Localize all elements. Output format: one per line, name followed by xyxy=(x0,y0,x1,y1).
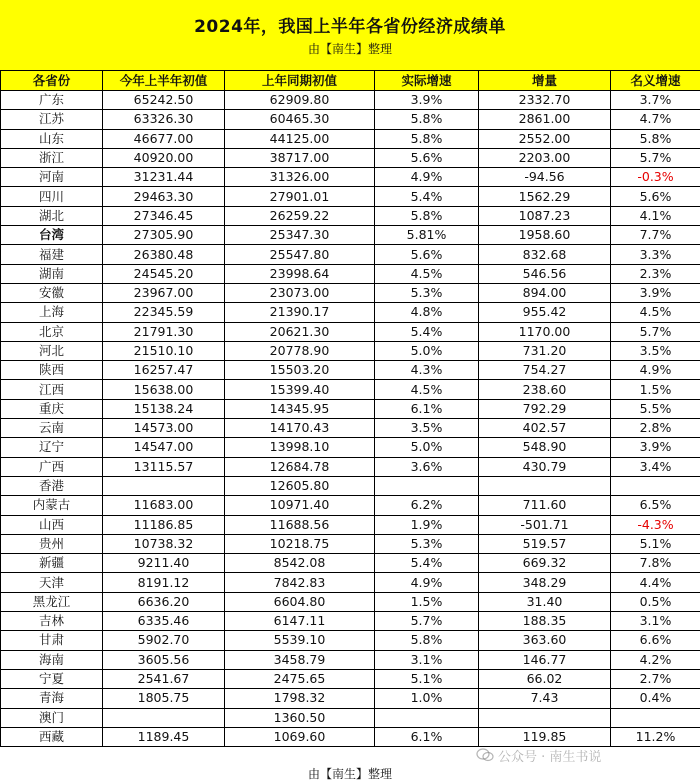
cell-real-growth: 5.0% xyxy=(375,438,479,457)
cell-current: 63326.30 xyxy=(103,110,225,129)
table-row xyxy=(1,91,700,110)
cell-increment: 2203.00 xyxy=(479,148,611,167)
cell-nominal-growth: 4.4% xyxy=(611,573,700,592)
cell-province: 浙江 xyxy=(1,148,103,167)
table-row xyxy=(1,168,700,187)
cell-real-growth xyxy=(375,476,479,495)
table-row xyxy=(1,708,700,727)
cell-increment: 955.42 xyxy=(479,303,611,322)
cell-previous: 23073.00 xyxy=(225,283,375,302)
table-row xyxy=(1,554,700,573)
cell-real-growth: 5.6% xyxy=(375,148,479,167)
cell-nominal-growth: 3.3% xyxy=(611,245,700,264)
cell-previous: 25347.30 xyxy=(225,226,375,245)
cell-previous: 15503.20 xyxy=(225,361,375,380)
cell-real-growth: 5.4% xyxy=(375,554,479,573)
cell-real-growth: 6.2% xyxy=(375,496,479,515)
cell-province: 天津 xyxy=(1,573,103,592)
table-header-row xyxy=(1,71,700,91)
cell-province: 河南 xyxy=(1,168,103,187)
cell-real-growth: 1.9% xyxy=(375,515,479,534)
cell-current: 11683.00 xyxy=(103,496,225,515)
table-row xyxy=(1,650,700,669)
cell-province: 海南 xyxy=(1,650,103,669)
cell-current: 23967.00 xyxy=(103,283,225,302)
column-header-nominal-growth: 名义增速 xyxy=(611,71,700,91)
table-row xyxy=(1,341,700,360)
table-body xyxy=(1,91,700,747)
cell-nominal-growth: 5.7% xyxy=(611,322,700,341)
table-row xyxy=(1,573,700,592)
cell-nominal-growth: 5.5% xyxy=(611,399,700,418)
cell-current: 26380.48 xyxy=(103,245,225,264)
cell-current: 46677.00 xyxy=(103,129,225,148)
cell-province: 广西 xyxy=(1,457,103,476)
table-row xyxy=(1,283,700,302)
cell-previous: 1798.32 xyxy=(225,689,375,708)
cell-real-growth: 6.1% xyxy=(375,399,479,418)
cell-current: 15638.00 xyxy=(103,380,225,399)
cell-previous: 13998.10 xyxy=(225,438,375,457)
cell-nominal-growth: 3.4% xyxy=(611,457,700,476)
cell-real-growth: 5.4% xyxy=(375,187,479,206)
table-row xyxy=(1,264,700,283)
cell-province: 河北 xyxy=(1,341,103,360)
cell-real-growth: 4.8% xyxy=(375,303,479,322)
cell-previous: 44125.00 xyxy=(225,129,375,148)
cell-increment: 1087.23 xyxy=(479,206,611,225)
cell-province: 山西 xyxy=(1,515,103,534)
cell-current: 2541.67 xyxy=(103,669,225,688)
cell-increment: 754.27 xyxy=(479,361,611,380)
cell-real-growth: 5.8% xyxy=(375,110,479,129)
cell-real-growth: 4.9% xyxy=(375,168,479,187)
cell-current: 22345.59 xyxy=(103,303,225,322)
wechat-icon xyxy=(476,748,494,762)
cell-previous: 12684.78 xyxy=(225,457,375,476)
table-row xyxy=(1,187,700,206)
cell-previous: 14170.43 xyxy=(225,419,375,438)
table-row xyxy=(1,110,700,129)
cell-increment: 402.57 xyxy=(479,419,611,438)
cell-previous: 8542.08 xyxy=(225,554,375,573)
cell-province: 西藏 xyxy=(1,727,103,746)
column-header-real-growth: 实际增速 xyxy=(375,71,479,91)
watermark xyxy=(476,744,601,766)
cell-nominal-growth: 2.7% xyxy=(611,669,700,688)
cell-province: 安徽 xyxy=(1,283,103,302)
cell-current: 24545.20 xyxy=(103,264,225,283)
cell-current: 27305.90 xyxy=(103,226,225,245)
cell-current: 9211.40 xyxy=(103,554,225,573)
cell-previous: 6604.80 xyxy=(225,592,375,611)
cell-current xyxy=(103,476,225,495)
cell-real-growth: 1.0% xyxy=(375,689,479,708)
cell-real-growth: 4.5% xyxy=(375,380,479,399)
cell-increment: 238.60 xyxy=(479,380,611,399)
table-row xyxy=(1,515,700,534)
table-row xyxy=(1,631,700,650)
cell-current: 3605.56 xyxy=(103,650,225,669)
cell-nominal-growth: 4.1% xyxy=(611,206,700,225)
cell-nominal-growth: 4.2% xyxy=(611,650,700,669)
cell-nominal-growth: 5.7% xyxy=(611,148,700,167)
cell-real-growth: 5.8% xyxy=(375,129,479,148)
cell-increment: 31.40 xyxy=(479,592,611,611)
cell-nominal-growth: 0.5% xyxy=(611,592,700,611)
cell-real-growth: 5.3% xyxy=(375,534,479,553)
table-row xyxy=(1,457,700,476)
cell-current: 8191.12 xyxy=(103,573,225,592)
table-row xyxy=(1,669,700,688)
page-subtitle: 由【南生】整理 xyxy=(307,42,392,56)
cell-province: 新疆 xyxy=(1,554,103,573)
table-row xyxy=(1,148,700,167)
cell-province: 陕西 xyxy=(1,361,103,380)
table-row xyxy=(1,361,700,380)
column-header-province: 各省份 xyxy=(1,71,103,91)
table-row xyxy=(1,129,700,148)
cell-province: 重庆 xyxy=(1,399,103,418)
cell-increment: 894.00 xyxy=(479,283,611,302)
cell-increment: 146.77 xyxy=(479,650,611,669)
cell-increment: 1170.00 xyxy=(479,322,611,341)
cell-current: 21791.30 xyxy=(103,322,225,341)
cell-province: 广东 xyxy=(1,91,103,110)
cell-nominal-growth: 5.6% xyxy=(611,187,700,206)
cell-province: 澳门 xyxy=(1,708,103,727)
cell-real-growth: 5.7% xyxy=(375,612,479,631)
cell-real-growth: 4.5% xyxy=(375,264,479,283)
cell-increment: 1958.60 xyxy=(479,226,611,245)
cell-province: 贵州 xyxy=(1,534,103,553)
cell-real-growth: 5.81% xyxy=(375,226,479,245)
cell-current: 6636.20 xyxy=(103,592,225,611)
cell-previous: 2475.65 xyxy=(225,669,375,688)
cell-nominal-growth: 4.5% xyxy=(611,303,700,322)
cell-real-growth: 5.8% xyxy=(375,631,479,650)
cell-increment: 2552.00 xyxy=(479,129,611,148)
cell-province: 青海 xyxy=(1,689,103,708)
cell-increment: 519.57 xyxy=(479,534,611,553)
cell-current: 6335.46 xyxy=(103,612,225,631)
cell-previous: 20778.90 xyxy=(225,341,375,360)
table-row xyxy=(1,303,700,322)
cell-province: 云南 xyxy=(1,419,103,438)
cell-real-growth: 6.1% xyxy=(375,727,479,746)
cell-increment: 731.20 xyxy=(479,341,611,360)
cell-province: 香港 xyxy=(1,476,103,495)
cell-current: 11186.85 xyxy=(103,515,225,534)
cell-current: 31231.44 xyxy=(103,168,225,187)
cell-nominal-growth: 3.1% xyxy=(611,612,700,631)
cell-current: 1189.45 xyxy=(103,727,225,746)
cell-previous: 27901.01 xyxy=(225,187,375,206)
cell-nominal-growth: -0.3% xyxy=(611,168,700,187)
cell-province: 江苏 xyxy=(1,110,103,129)
cell-increment: 832.68 xyxy=(479,245,611,264)
cell-nominal-growth: 6.6% xyxy=(611,631,700,650)
cell-current: 1805.75 xyxy=(103,689,225,708)
cell-increment: -501.71 xyxy=(479,515,611,534)
cell-nominal-growth: 0.4% xyxy=(611,689,700,708)
cell-real-growth: 3.1% xyxy=(375,650,479,669)
cell-nominal-growth: 3.9% xyxy=(611,438,700,457)
cell-increment: 669.32 xyxy=(479,554,611,573)
cell-increment: 119.85 xyxy=(479,727,611,746)
cell-real-growth: 4.3% xyxy=(375,361,479,380)
cell-current: 14547.00 xyxy=(103,438,225,457)
table-row xyxy=(1,496,700,515)
cell-nominal-growth: 6.5% xyxy=(611,496,700,515)
cell-province: 吉林 xyxy=(1,612,103,631)
cell-increment xyxy=(479,708,611,727)
cell-nominal-growth: 3.9% xyxy=(611,283,700,302)
cell-nominal-growth: 5.1% xyxy=(611,534,700,553)
cell-increment: 1562.29 xyxy=(479,187,611,206)
cell-nominal-growth: 7.7% xyxy=(611,226,700,245)
cell-previous: 60465.30 xyxy=(225,110,375,129)
cell-province: 福建 xyxy=(1,245,103,264)
cell-increment: 363.60 xyxy=(479,631,611,650)
cell-previous: 7842.83 xyxy=(225,573,375,592)
cell-current: 21510.10 xyxy=(103,341,225,360)
page-title: 2024年，我国上半年各省份经济成绩单 xyxy=(194,17,506,37)
cell-increment xyxy=(479,476,611,495)
cell-province: 湖北 xyxy=(1,206,103,225)
table-row xyxy=(1,399,700,418)
cell-nominal-growth: 11.2% xyxy=(611,727,700,746)
table-row xyxy=(1,245,700,264)
cell-nominal-growth: 3.5% xyxy=(611,341,700,360)
cell-current: 65242.50 xyxy=(103,91,225,110)
cell-nominal-growth: 1.5% xyxy=(611,380,700,399)
cell-current xyxy=(103,708,225,727)
cell-increment: 7.43 xyxy=(479,689,611,708)
column-header-increment: 增量 xyxy=(479,71,611,91)
cell-province: 上海 xyxy=(1,303,103,322)
cell-nominal-growth: 4.9% xyxy=(611,361,700,380)
cell-increment: 2332.70 xyxy=(479,91,611,110)
cell-real-growth: 3.5% xyxy=(375,419,479,438)
table-row xyxy=(1,476,700,495)
cell-real-growth: 5.4% xyxy=(375,322,479,341)
table-row xyxy=(1,438,700,457)
cell-current: 5902.70 xyxy=(103,631,225,650)
cell-previous: 12605.80 xyxy=(225,476,375,495)
cell-increment: -94.56 xyxy=(479,168,611,187)
cell-increment: 792.29 xyxy=(479,399,611,418)
cell-increment: 66.02 xyxy=(479,669,611,688)
cell-current: 13115.57 xyxy=(103,457,225,476)
column-header-current: 今年上半年初值 xyxy=(103,71,225,91)
cell-previous: 31326.00 xyxy=(225,168,375,187)
cell-province: 宁夏 xyxy=(1,669,103,688)
cell-province: 山东 xyxy=(1,129,103,148)
cell-real-growth: 5.8% xyxy=(375,206,479,225)
cell-increment: 548.90 xyxy=(479,438,611,457)
cell-nominal-growth: 5.8% xyxy=(611,129,700,148)
cell-previous: 14345.95 xyxy=(225,399,375,418)
cell-previous: 5539.10 xyxy=(225,631,375,650)
cell-province: 黑龙江 xyxy=(1,592,103,611)
cell-previous: 21390.17 xyxy=(225,303,375,322)
cell-increment: 348.29 xyxy=(479,573,611,592)
cell-increment: 711.60 xyxy=(479,496,611,515)
cell-current: 40920.00 xyxy=(103,148,225,167)
cell-nominal-growth: 4.7% xyxy=(611,110,700,129)
table-row xyxy=(1,206,700,225)
cell-previous: 10218.75 xyxy=(225,534,375,553)
cell-previous: 15399.40 xyxy=(225,380,375,399)
cell-nominal-growth xyxy=(611,708,700,727)
table-row xyxy=(1,419,700,438)
cell-increment: 188.35 xyxy=(479,612,611,631)
page-footer: 由【南生】整理 xyxy=(307,767,392,781)
cell-current: 16257.47 xyxy=(103,361,225,380)
cell-real-growth: 5.1% xyxy=(375,669,479,688)
cell-previous: 26259.22 xyxy=(225,206,375,225)
table-row xyxy=(1,592,700,611)
cell-current: 27346.45 xyxy=(103,206,225,225)
cell-previous: 3458.79 xyxy=(225,650,375,669)
cell-current: 14573.00 xyxy=(103,419,225,438)
cell-province: 甘肃 xyxy=(1,631,103,650)
cell-nominal-growth xyxy=(611,476,700,495)
cell-real-growth: 5.6% xyxy=(375,245,479,264)
cell-province: 江西 xyxy=(1,380,103,399)
table-row xyxy=(1,226,700,245)
cell-previous: 1069.60 xyxy=(225,727,375,746)
cell-real-growth: 4.9% xyxy=(375,573,479,592)
table-row xyxy=(1,689,700,708)
gdp-table xyxy=(0,70,700,747)
cell-increment: 2861.00 xyxy=(479,110,611,129)
cell-previous: 20621.30 xyxy=(225,322,375,341)
watermark-text: 公众号 · 南生书说 xyxy=(498,749,602,765)
column-header-previous: 上年同期初值 xyxy=(225,71,375,91)
cell-previous: 23998.64 xyxy=(225,264,375,283)
cell-real-growth: 3.9% xyxy=(375,91,479,110)
cell-province: 辽宁 xyxy=(1,438,103,457)
cell-increment: 546.56 xyxy=(479,264,611,283)
cell-province: 湖南 xyxy=(1,264,103,283)
table-row xyxy=(1,612,700,631)
cell-nominal-growth: -4.3% xyxy=(611,515,700,534)
cell-province: 北京 xyxy=(1,322,103,341)
cell-previous: 10971.40 xyxy=(225,496,375,515)
cell-previous: 6147.11 xyxy=(225,612,375,631)
cell-previous: 38717.00 xyxy=(225,148,375,167)
cell-previous: 62909.80 xyxy=(225,91,375,110)
cell-nominal-growth: 2.3% xyxy=(611,264,700,283)
cell-province: 台湾 xyxy=(1,226,103,245)
table-row xyxy=(1,534,700,553)
cell-current: 29463.30 xyxy=(103,187,225,206)
title-banner xyxy=(0,0,700,71)
cell-real-growth: 5.0% xyxy=(375,341,479,360)
cell-previous: 25547.80 xyxy=(225,245,375,264)
cell-current: 10738.32 xyxy=(103,534,225,553)
cell-province: 四川 xyxy=(1,187,103,206)
cell-previous: 1360.50 xyxy=(225,708,375,727)
cell-real-growth: 3.6% xyxy=(375,457,479,476)
cell-nominal-growth: 7.8% xyxy=(611,554,700,573)
cell-nominal-growth: 3.7% xyxy=(611,91,700,110)
cell-real-growth: 1.5% xyxy=(375,592,479,611)
table-row xyxy=(1,322,700,341)
cell-previous: 11688.56 xyxy=(225,515,375,534)
cell-province: 内蒙古 xyxy=(1,496,103,515)
cell-increment: 430.79 xyxy=(479,457,611,476)
cell-real-growth: 5.3% xyxy=(375,283,479,302)
cell-real-growth xyxy=(375,708,479,727)
cell-current: 15138.24 xyxy=(103,399,225,418)
table-row xyxy=(1,380,700,399)
cell-nominal-growth: 2.8% xyxy=(611,419,700,438)
